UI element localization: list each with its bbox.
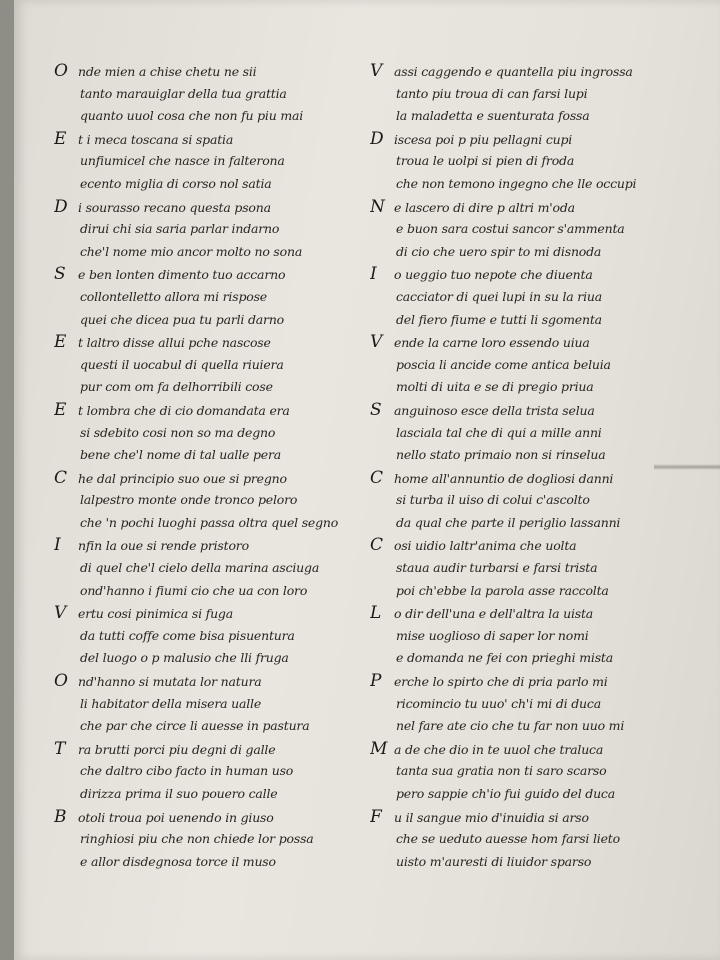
text-line <box>54 512 374 535</box>
text-line <box>370 263 700 286</box>
text-line <box>370 467 700 490</box>
text-line <box>54 602 374 625</box>
text-line <box>370 806 700 829</box>
line-text: tanto piu troua di can farsi lupi <box>396 85 588 101</box>
text-line <box>370 196 700 219</box>
text-line <box>370 376 700 399</box>
initial-letter: O <box>54 671 68 692</box>
line-text: li habitator della misera ualle <box>80 695 262 711</box>
line-text: pero sappie ch'io fui guido del duca <box>396 786 615 801</box>
line-text: ra brutti porci piu degni di galle <box>78 741 276 757</box>
line-text: e lascero di dire p altri m'oda <box>394 199 575 215</box>
text-line <box>54 241 374 264</box>
text-line <box>54 760 374 783</box>
initial-letter: V <box>370 332 383 353</box>
text-line <box>370 625 700 648</box>
text-line <box>370 647 700 670</box>
text-line <box>54 218 374 241</box>
line-text: molti di uita e se di pregio priua <box>396 379 594 395</box>
text-line <box>54 422 374 445</box>
line-text: uisto m'auresti di liuidor sparso <box>396 853 592 869</box>
text-line <box>54 60 374 83</box>
initial-letter: S <box>54 264 66 285</box>
line-text: ringhiosi piu che non chiede lor possa <box>80 831 314 847</box>
text-line <box>54 399 374 422</box>
line-text: e domanda ne fei con prieghi mista <box>396 650 613 666</box>
line-text: poscia li ancide come antica beluia <box>396 356 611 372</box>
line-text: ond'hanno i fiumi cio che ua con loro <box>80 582 308 598</box>
text-line <box>54 263 374 286</box>
text-line <box>54 83 374 106</box>
text-line <box>370 83 700 106</box>
line-text: assi caggendo e quantella piu ingrossa <box>394 64 633 79</box>
text-line <box>54 444 374 467</box>
text-line <box>54 783 374 806</box>
initial-letter: B <box>54 806 67 827</box>
line-text: ende la carne loro essendo uiua <box>394 335 590 351</box>
line-text: quei che dicea pua tu parli darno <box>80 311 284 327</box>
line-text: iscesa poi p piu pellagni cupi <box>394 131 573 147</box>
text-line <box>370 693 700 716</box>
text-line <box>370 828 700 851</box>
text-line <box>370 150 700 173</box>
line-text: ricomincio tu uuo' ch'i mi di duca <box>396 695 601 711</box>
line-text: dirizza prima il suo pouero calle <box>80 786 278 801</box>
text-line <box>370 128 700 151</box>
line-text: che se ueduto auesse hom farsi lieto <box>396 831 620 847</box>
line-text: si sdebito cosi non so ma degno <box>80 424 276 440</box>
initial-letter: S <box>370 399 382 420</box>
text-line <box>54 376 374 399</box>
initial-letter: C <box>370 467 383 488</box>
page-crease <box>654 464 720 470</box>
left-column <box>54 60 374 873</box>
text-line <box>54 647 374 670</box>
line-text: da qual che parte il periglio lassanni <box>396 514 621 530</box>
line-text: t laltro disse allui pche nascose <box>78 335 271 351</box>
line-text: mise uoglioso di saper lor nomi <box>396 627 589 643</box>
line-text: che non temono ingegno che lle occupi <box>396 175 637 191</box>
line-text: lalpestro monte onde tronco peloro <box>80 492 298 508</box>
line-text: ertu cosi pinimica si fuga <box>78 606 233 622</box>
text-line <box>370 105 700 128</box>
line-text: nfin la oue si rende pristoro <box>78 538 249 554</box>
text-line <box>54 806 374 829</box>
manuscript-page <box>14 0 720 960</box>
text-line <box>370 309 700 332</box>
text-line <box>370 851 700 874</box>
line-text: t lombra che di cio domandata era <box>78 402 290 418</box>
text-line <box>54 173 374 196</box>
text-line <box>370 60 700 83</box>
text-line <box>370 602 700 625</box>
initial-letter: T <box>54 738 66 759</box>
text-line <box>54 670 374 693</box>
initial-letter: C <box>54 467 67 488</box>
initial-letter: V <box>370 61 383 81</box>
text-line <box>54 738 374 761</box>
line-text: cacciator di quei lupi in su la riua <box>396 288 602 304</box>
initial-letter: E <box>54 332 67 353</box>
initial-letter: C <box>370 535 383 556</box>
right-column <box>370 60 700 873</box>
initial-letter: P <box>370 671 382 692</box>
line-text: anguinoso esce della trista selua <box>394 402 595 418</box>
initial-letter: I <box>370 264 377 285</box>
text-line <box>54 851 374 874</box>
line-text: unfiumicel che nasce in falterona <box>80 153 285 169</box>
line-text: he dal principio suo oue si pregno <box>78 470 287 486</box>
initial-letter: D <box>370 128 384 149</box>
text-line <box>370 444 700 467</box>
text-line <box>370 331 700 354</box>
initial-letter: I <box>54 535 61 556</box>
line-text: tanta sua gratia non ti saro scarso <box>396 763 607 779</box>
line-text: questi il uocabul di quella riuiera <box>80 356 284 372</box>
text-line <box>54 309 374 332</box>
text-line <box>370 534 700 557</box>
text-line <box>54 489 374 512</box>
line-text: poi ch'ebbe la parola asse raccolta <box>396 582 609 598</box>
line-text: home all'annuntio de dogliosi danni <box>394 470 614 486</box>
text-line <box>370 670 700 693</box>
text-line <box>370 489 700 512</box>
text-line <box>370 760 700 783</box>
text-line <box>54 625 374 648</box>
line-text: u il sangue mio d'inuidia si arso <box>394 809 589 825</box>
text-line <box>370 286 700 309</box>
text-line <box>370 557 700 580</box>
line-text: otoli troua poi uenendo in giuso <box>78 809 274 825</box>
text-line <box>54 105 374 128</box>
line-text: o ueggio tuo nepote che diuenta <box>394 267 593 283</box>
initial-letter: V <box>54 603 67 624</box>
initial-letter: N <box>370 196 385 217</box>
line-text: nd'hanno si mutata lor natura <box>78 674 262 690</box>
initial-letter: E <box>54 399 67 420</box>
text-line <box>370 422 700 445</box>
text-line <box>370 715 700 738</box>
initial-letter: D <box>54 196 68 217</box>
line-text: nel fare ate cio che tu far non uuo mi <box>396 718 625 734</box>
text-line <box>54 534 374 557</box>
line-text: ecento miglia di corso nol satia <box>80 175 272 191</box>
text-line <box>370 512 700 535</box>
line-text: erche lo spirto che di pria parlo mi <box>394 674 608 690</box>
text-line <box>54 128 374 151</box>
line-text: nello stato primaio non si rinselua <box>396 447 606 463</box>
initial-letter: O <box>54 61 68 81</box>
text-line <box>54 580 374 603</box>
text-line <box>54 354 374 377</box>
line-text: bene che'l nome di tal ualle pera <box>80 447 281 463</box>
initial-letter: L <box>370 603 382 624</box>
text-line <box>370 580 700 603</box>
text-line <box>54 467 374 490</box>
text-line <box>370 218 700 241</box>
line-text: osi uidio laltr'anima che uolta <box>394 538 577 554</box>
line-text: nde mien a chise chetu ne sii <box>78 64 257 79</box>
text-line <box>370 241 700 264</box>
line-text: e ben lonten dimento tuo accarno <box>78 267 286 283</box>
text-line <box>370 783 700 806</box>
line-text: lasciala tal che di qui a mille anni <box>396 424 602 440</box>
initial-letter: F <box>370 806 382 827</box>
line-text: o dir dell'una e dell'altra la uista <box>394 606 594 622</box>
text-line <box>54 557 374 580</box>
line-text: si turba il uiso di colui c'ascolto <box>396 492 590 508</box>
text-line <box>370 399 700 422</box>
initial-letter: E <box>54 128 67 149</box>
text-line <box>54 828 374 851</box>
text-line <box>370 738 700 761</box>
text-line <box>370 354 700 377</box>
line-text: t i meca toscana si spatia <box>78 131 234 147</box>
line-text: a de che dio in te uuol che traluca <box>394 741 604 757</box>
text-line <box>54 196 374 219</box>
line-text: da tutti coffe come bisa pisuentura <box>80 627 295 643</box>
line-text: che 'n pochi luoghi passa oltra quel segno <box>80 514 339 530</box>
text-line <box>54 715 374 738</box>
text-line <box>370 173 700 196</box>
line-text: staua audir turbarsi e farsi trista <box>396 560 598 576</box>
text-line <box>54 331 374 354</box>
line-text: del luogo o p malusio che lli fruga <box>80 650 289 666</box>
line-text: e allor disdegnosa torce il muso <box>80 853 276 869</box>
text-line <box>54 150 374 173</box>
line-text: del fiero fiume e tutti li sgomenta <box>396 311 602 327</box>
line-text: che par che circe li auesse in pastura <box>80 718 310 734</box>
text-line <box>54 286 374 309</box>
line-text: che'l nome mio ancor molto no sona <box>80 243 303 259</box>
text-line <box>54 693 374 716</box>
line-text: la maladetta e suenturata fossa <box>396 108 590 124</box>
line-text: pur com om fa delhorribili cose <box>80 379 273 395</box>
line-text: di cio che uero spir to mi disnoda <box>396 243 602 259</box>
line-text: quanto uuol cosa che non fu piu mai <box>80 108 304 124</box>
line-text: collontelletto allora mi rispose <box>80 288 267 304</box>
initial-letter: M <box>370 738 388 759</box>
line-text: che daltro cibo facto in human uso <box>80 763 294 779</box>
line-text: dirui chi sia saria parlar indarno <box>80 221 280 237</box>
line-text: tanto marauiglar della tua grattia <box>80 85 287 101</box>
line-text: i sourasso recano questa psona <box>78 199 271 215</box>
line-text: troua le uolpi si pien di froda <box>396 153 575 169</box>
line-text: e buon sara costui sancor s'ammenta <box>396 221 625 237</box>
line-text: di quel che'l cielo della marina asciuga <box>80 560 320 576</box>
